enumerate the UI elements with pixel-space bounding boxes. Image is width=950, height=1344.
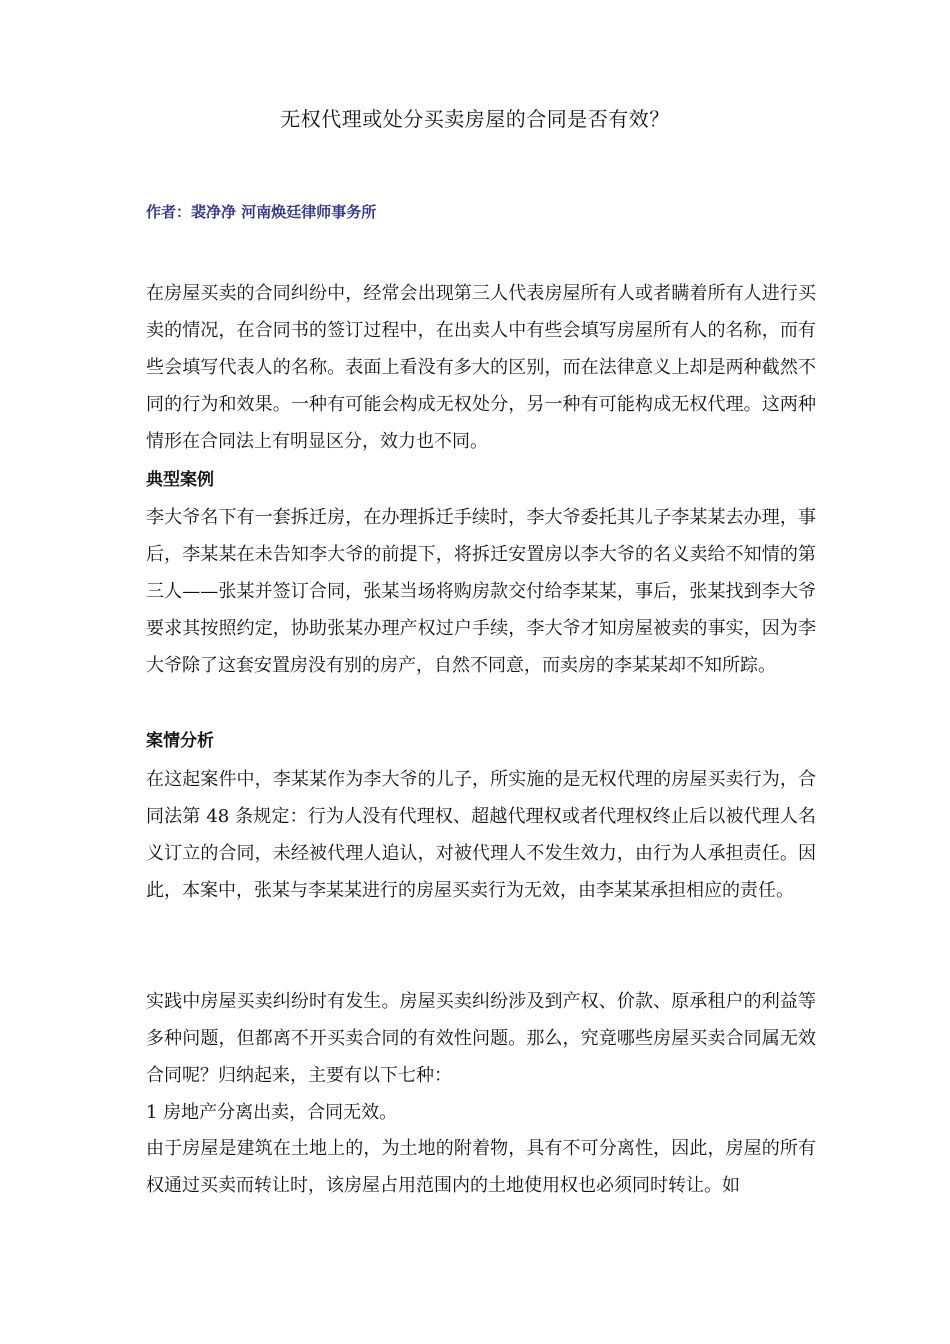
analysis-paragraph: 在这起案件中，李某某作为李大爷的儿子，所实施的是无权代理的房屋买卖行为，合同法第 48 条规定：行为人没有代理权、超越代理权或者代理权终止后以被代理人名义订立的合同，未经被代理人追认，对被代理人不发生效力，由行为人承担责任。因此，本案中，张某与李某某进行的房屋买卖行为无效，由李某某承担相应的责任。 [146, 769, 816, 901]
author-line: 作者：裴净净 河南焕廷律师事务所 [146, 203, 377, 221]
intro-paragraph: 在房屋买卖的合同纠纷中，经常会出现第三人代表房屋所有人或者瞒着所有人进行买卖的情况，在合同书的签订过程中，在出卖人中有些会填写房屋所有人的名称，而有些会填写代表人的名称。表面上看没有多大的区别，而在法律意义上却是两种截然不同的行为和效果。一种有可能会构成无权处分，另一种有可能构成无权代理。这两种情形在合同法上有明显区分，效力也不同。 [146, 283, 816, 452]
item-1-paragraph: 由于房屋是建筑在土地上的，为土地的附着物，具有不可分离性，因此，房屋的所有权通过买卖而转让时，该房屋占用范围内的土地使用权也必须同时转让。如 [146, 1138, 816, 1196]
practice-paragraph: 实践中房屋买卖纠纷时有发生。房屋买卖纠纷涉及到产权、价款、原承租户的利益等多种问题，但都离不开买卖合同的有效性问题。那么，究竟哪些房屋买卖合同属无效合同呢？归纳起来，主要有以下七种： [146, 991, 816, 1086]
case-paragraph: 李大爷名下有一套拆迁房，在办理拆迁手续时，李大爷委托其儿子李某某去办理，事后，李某某在未告知李大爷的前提下，将拆迁安置房以李大爷的名义卖给不知情的第三人——张某并签订合同，张某当场将购房款交付给李某某，事后，张某找到李大爷要求其按照约定，协助张某办理产权过户手续，李大爷才知房屋被卖的事实，因为李大爷除了这套安置房没有别的房产，自然不同意，而卖房的李某某却不知所踪。 [146, 507, 816, 676]
document-title: 无权代理或处分买卖房屋的合同是否有效？ [280, 107, 670, 131]
item-1-title: 1 房地产分离出卖，合同无效。 [146, 1102, 398, 1123]
case-heading: 典型案例 [146, 470, 214, 490]
analysis-heading: 案情分析 [146, 731, 214, 751]
